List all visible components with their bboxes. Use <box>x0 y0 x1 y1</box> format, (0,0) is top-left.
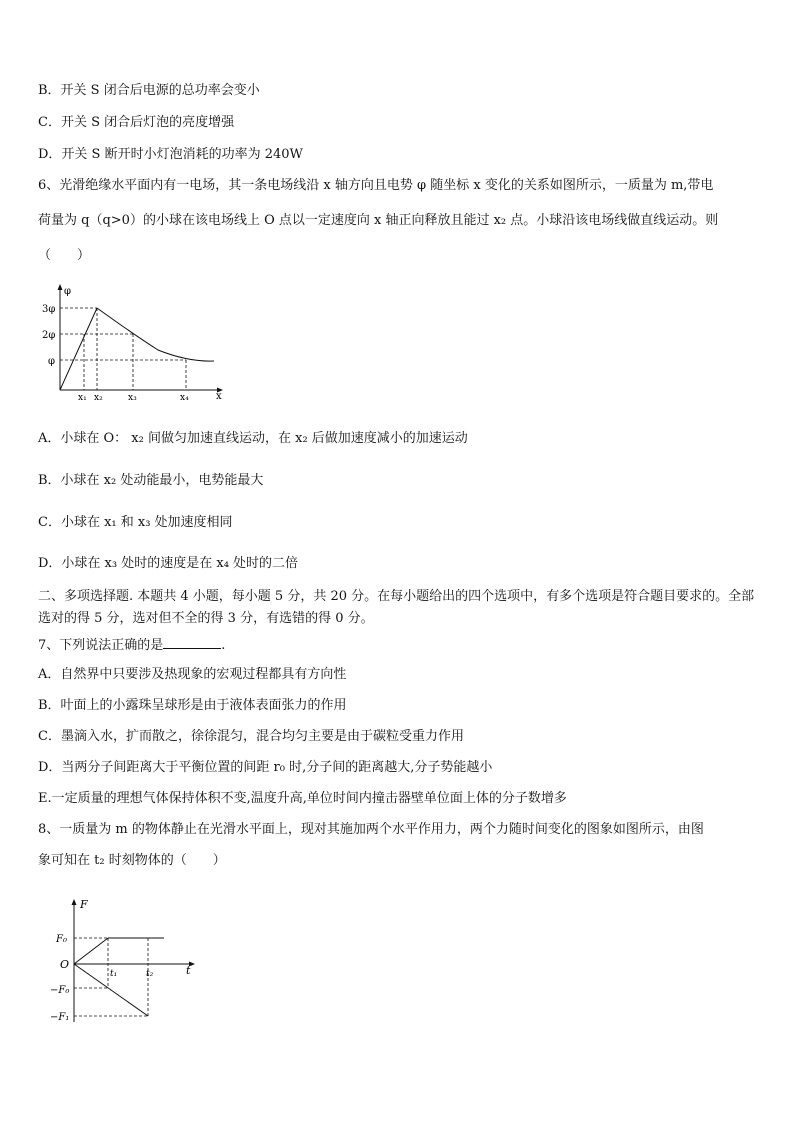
q6-xtick-x2: x₂ <box>94 393 103 403</box>
q6-x-axis-label: x <box>216 391 222 402</box>
q7-stem-text: 7、下列说法正确的是 <box>38 638 164 653</box>
q8-y-axis-arrow <box>72 899 77 905</box>
q6-stem-line1: 6、光滑绝缘水平面内有一电场，其一条电场线沿 x 轴方向且电势 φ 随坐标 x 变化的关系如图所示，一质量为 m,带电 <box>38 178 714 193</box>
q6-decay-curve <box>97 308 214 361</box>
q6-xtick-x3: x₃ <box>128 393 137 403</box>
q6-stem-line2: 荷量为 q（q>0）的小球在该电场线上 O 点以一定速度向 x 轴正向释放且能过 x₂ 点。小球沿该电场线做直线运动。则 <box>38 213 719 228</box>
q6-ytick-2phi: 2φ <box>42 330 56 341</box>
q8-y-axis-label: F <box>80 898 88 911</box>
q7-stem <box>38 636 225 655</box>
q5-option-c: C．开关 S 闭合后灯泡的亮度增强 <box>38 115 235 130</box>
q8-stem-line1: 8、一质量为 m 的物体静止在光滑水平面上，现对其施加两个水平作用力，两个力随时间变化的图象如图所示，由图 <box>38 822 704 837</box>
q6-y-axis-label: φ <box>64 286 72 297</box>
q8-t-axis-label: t <box>186 964 191 977</box>
q8-tick-t1: t₁ <box>110 969 118 979</box>
q7-option-d: D．当两分子间距离大于平衡位置的间距 r₀ 时,分子间的距离越大,分子势能越小 <box>38 760 493 775</box>
q7-option-b: B．叶面上的小露珠呈球形是由于液体表面张力的作用 <box>38 698 347 713</box>
q7-option-c: C．墨滴入水，扩而散之，徐徐混匀，混合均匀主要是由于碳粒受重力作用 <box>38 729 464 744</box>
q7-option-e: E.一定质量的理想气体保持体积不变,温度升高,单位时间内撞击器壁单位面上体的分子数增多 <box>38 791 567 806</box>
q6-potential-graph <box>38 282 238 404</box>
q8-stem-line2: 象可知在 t₂ 时刻物体的（ ） <box>38 853 226 868</box>
q6-xtick-x4: x₄ <box>180 393 189 403</box>
q6-ytick-3phi: 3φ <box>42 304 56 315</box>
q5-option-d: D．开关 S 断开时小灯泡消耗的功率为 240W <box>38 147 303 162</box>
q8-label-neg-f0: −F₀ <box>50 985 70 996</box>
q6-ytick-phi: φ <box>48 356 56 367</box>
q7-answer-blank <box>163 636 221 649</box>
q8-force-graph <box>46 896 206 1032</box>
q6-rising-line <box>60 308 97 390</box>
q6-option-a: A．小球在 O： x₂ 间做匀加速直线运动，在 x₂ 后做加速度减小的加速运动 <box>38 431 468 446</box>
q8-force1-ramp <box>74 938 108 964</box>
section2-heading: 二、多项选择题. 本题共 4 小题，每小题 5 分，共 20 分。在每小题给出的四个选项中，有多个选项是符合题目要求的。全部选对的得 5 分，选对但不全的得 3 分，有选错的得 0 分。 <box>38 589 755 626</box>
q8-origin-label: O <box>60 958 70 971</box>
q6-answer-paren: （ ） <box>38 248 91 263</box>
q7-option-a: A．自然界中只要涉及热现象的宏观过程都具有方向性 <box>38 667 347 682</box>
q6-option-d: D．小球在 x₃ 处时的速度是在 x₄ 处时的二倍 <box>38 556 299 571</box>
q6-xtick-x1: x₁ <box>78 393 87 403</box>
q7-stem-end: . <box>221 638 226 653</box>
q8-tick-t2: t₂ <box>146 969 154 979</box>
q8-label-neg-f1: −F₁ <box>50 1012 70 1023</box>
q6-option-b: B．小球在 x₂ 处动能最小，电势能最大 <box>38 473 264 488</box>
q5-option-b: B．开关 S 闭合后电源的总功率会变小 <box>38 83 260 98</box>
q6-option-c: C．小球在 x₁ 和 x₃ 处加速度相同 <box>38 515 233 530</box>
q8-label-f0: F₀ <box>56 934 67 945</box>
q6-y-axis-arrow <box>58 284 63 290</box>
